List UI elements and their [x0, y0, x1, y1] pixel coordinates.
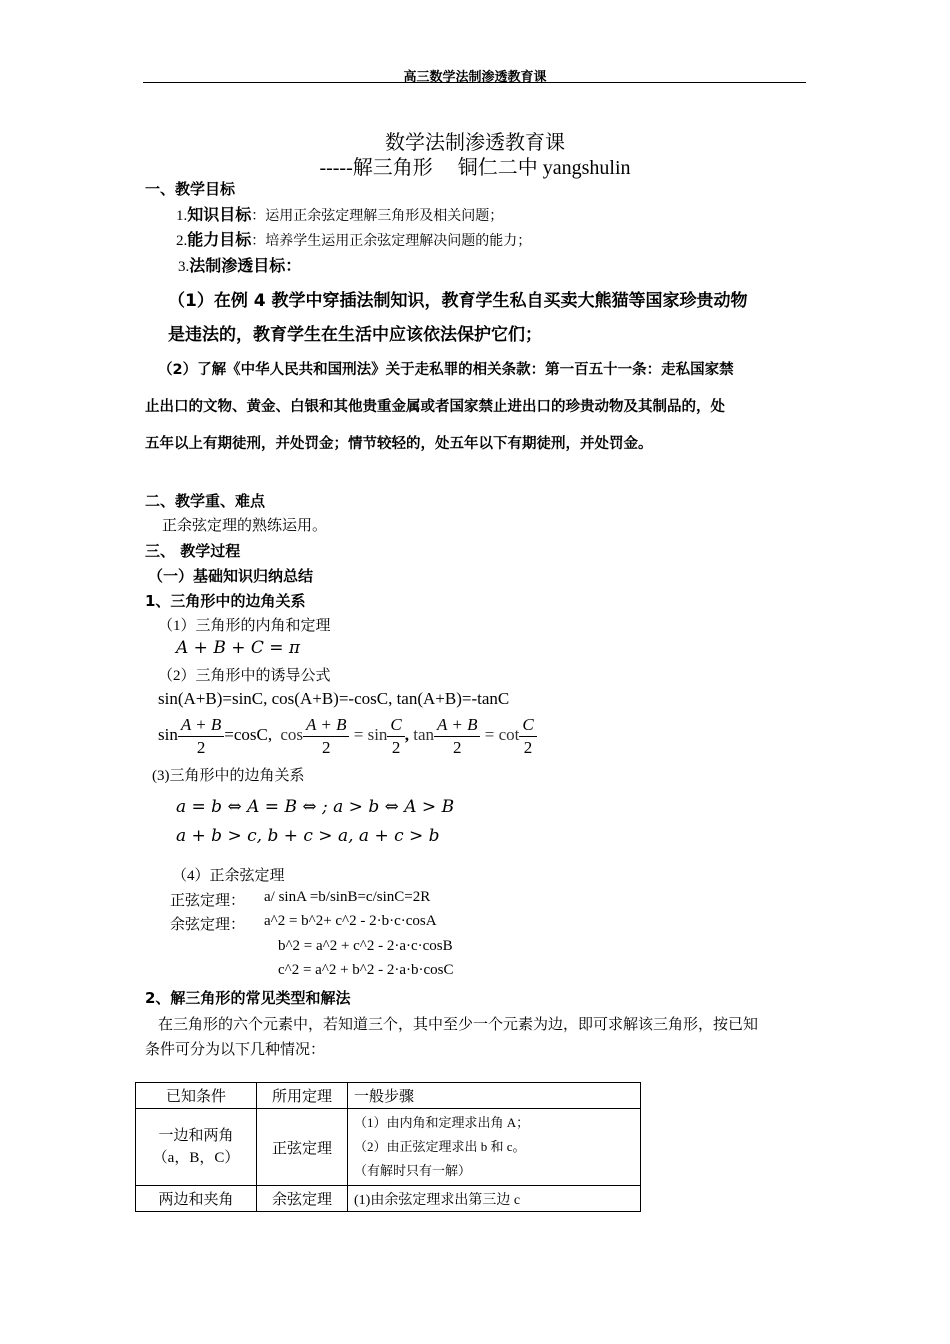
fraction-numerator: C [519, 714, 536, 737]
fraction-c-over-2 [387, 714, 404, 759]
goal-2-text: ：培养学生运用正余弦定理解决问题的能力； [251, 234, 532, 249]
doc-subtitle: -----解三角形 铜仁二中 yangshulin [319, 157, 631, 179]
para-induction: （2）三角形中的诱导公式 [158, 668, 331, 684]
table-row [136, 1109, 641, 1186]
goal-1-num: 1. [176, 208, 188, 224]
cosine-law-label: 余弦定理： [170, 917, 246, 933]
eq-cos: cos [280, 725, 304, 744]
equation-side-angle-2: a + b > c, b + c > a, a + c > b [176, 826, 440, 846]
goal-2-num: 2. [176, 233, 188, 249]
goal-3-label: 法制渗透目标： [189, 256, 302, 275]
table-header-cell: 已知条件 [136, 1083, 257, 1109]
doc-title: 数学法制渗透教育课 [385, 132, 565, 154]
para-cases-line-1: 在三角形的六个元素中，若知道三个，其中至少一个元素为边，即可求解该三角形，按已知 [158, 1017, 759, 1033]
table-cell-condition [136, 1109, 257, 1186]
fraction-denominator: 2 [391, 737, 401, 757]
legal-point-2-line-1: （2）了解《中华人民共和国刑法》关于走私罪的相关条款：第一百五十一条：走私国家禁 [158, 362, 734, 378]
equation-side-angle-1: a = b ⇔ A = B ⇔ ; a > b ⇔ A > B [176, 797, 455, 817]
step-line: （1）由内角和定理求出角 A； [354, 1115, 530, 1130]
item-1-heading: 1、三角形中的边角关系 [145, 592, 306, 610]
table-row [136, 1186, 641, 1212]
goal-3-num: 3. [178, 259, 190, 275]
fraction-numerator: C [387, 714, 404, 737]
cosine-law-formula-1: a^2 = b^2+ c^2 - 2·b·c·cosA [264, 913, 437, 929]
eq-sin: sin [158, 725, 178, 744]
step-line: （2）由正弦定理求出 b 和 c。 [354, 1139, 526, 1154]
section-3-heading: 三、 教学过程 [145, 542, 241, 560]
para-cases-line-2: 条件可分为以下几种情况： [145, 1042, 326, 1058]
item-2-heading: 2、解三角形的常见类型和解法 [145, 989, 351, 1007]
sine-law-formula: a/ sinA =b/sinB=c/sinC=2R [264, 889, 431, 905]
fraction-a-plus-b-over-2 [303, 714, 349, 759]
table-cell-condition: 两边和夹角 [136, 1186, 257, 1212]
section-2-text: 正余弦定理的熟练运用。 [162, 518, 328, 534]
fraction-denominator: 2 [453, 737, 462, 757]
header-rule [143, 82, 806, 83]
table-cell-theorem: 正弦定理 [257, 1109, 348, 1186]
table-header-cell: 一般步骤 [348, 1083, 641, 1109]
section-1-heading: 一、教学目标 [145, 180, 236, 198]
fraction-numerator: A + B [434, 714, 480, 737]
table-header-cell: 所用定理 [257, 1083, 348, 1109]
step-line: （有解时只有一解） [354, 1163, 472, 1178]
fraction-a-plus-b-over-2 [178, 714, 224, 759]
fraction-denominator: 2 [322, 737, 331, 757]
page-header: 高三数学法制渗透教育课 [403, 69, 547, 84]
fraction-a-plus-b-over-2 [434, 714, 480, 759]
table-cell-steps [348, 1109, 641, 1186]
section-2-heading: 二、教学重、难点 [145, 492, 266, 510]
legal-point-1-line-2: 是违法的，教育学生在生活中应该依法保护它们； [168, 325, 542, 345]
para-sine-cosine: （4）正余弦定理 [172, 868, 285, 884]
legal-point-2-line-3: 五年以上有期徒刑，并处罚金；情节较轻的，处五年以下有期徒刑，并处罚金。 [145, 436, 653, 452]
equation-induction-1: sin(A+B)=sinC, cos(A+B)=-cosC, tan(A+B)=-tanC [158, 689, 510, 708]
table-header-row [136, 1083, 641, 1109]
sine-law-label: 正弦定理： [170, 893, 246, 909]
para-angle-sum: （1）三角形的内角和定理 [158, 618, 331, 634]
solution-table [135, 1082, 641, 1212]
subsection-1-heading: （一）基础知识归纳总结 [148, 567, 314, 585]
table-cell-steps: (1)由余弦定理求出第三边 c [348, 1186, 641, 1212]
goal-2 [176, 227, 531, 250]
cosine-law-formula-3: c^2 = a^2 + b^2 - 2·a·b·cosC [278, 962, 454, 978]
goal-2-label: 能力目标 [187, 230, 252, 249]
goal-1 [176, 202, 503, 225]
eq-comma: , [404, 725, 410, 744]
fraction-c-over-2 [519, 714, 536, 759]
eq-eq-sin: = sin [353, 725, 388, 744]
condition-line-2: （a，B，C） [152, 1150, 240, 1166]
goal-1-label: 知识目标 [187, 205, 252, 224]
eq-eq-cos: =cosC, [224, 725, 273, 744]
condition-line-1: 一边和两角 [158, 1128, 234, 1144]
goal-1-text: ：运用正余弦定理解三角形及相关问题； [251, 209, 504, 224]
table-cell-theorem: 余弦定理 [257, 1186, 348, 1212]
eq-tan: tan [413, 725, 435, 744]
legal-point-1-line-1: （1）在例 4 教学中穿插法制知识，教育学生私自买卖大熊猫等国家珍贵动物 [168, 291, 748, 311]
equation-induction-2 [158, 712, 537, 759]
fraction-numerator: A + B [303, 714, 349, 737]
fraction-denominator: 2 [196, 737, 206, 757]
goal-3 [178, 253, 301, 276]
fraction-denominator: 2 [523, 737, 533, 757]
eq-eq-cot: = cot [484, 725, 520, 744]
fraction-numerator: A + B [178, 714, 224, 737]
equation-angle-sum: A + B + C = π [176, 638, 301, 658]
cosine-law-formula-2: b^2 = a^2 + c^2 - 2·a·c·cosB [278, 938, 453, 954]
para-side-angle: (3)三角形中的边角关系 [152, 768, 305, 784]
legal-point-2-line-2: 止出口的文物、黄金、白银和其他贵重金属或者国家禁止进出口的珍贵动物及其制品的，处 [145, 399, 725, 415]
